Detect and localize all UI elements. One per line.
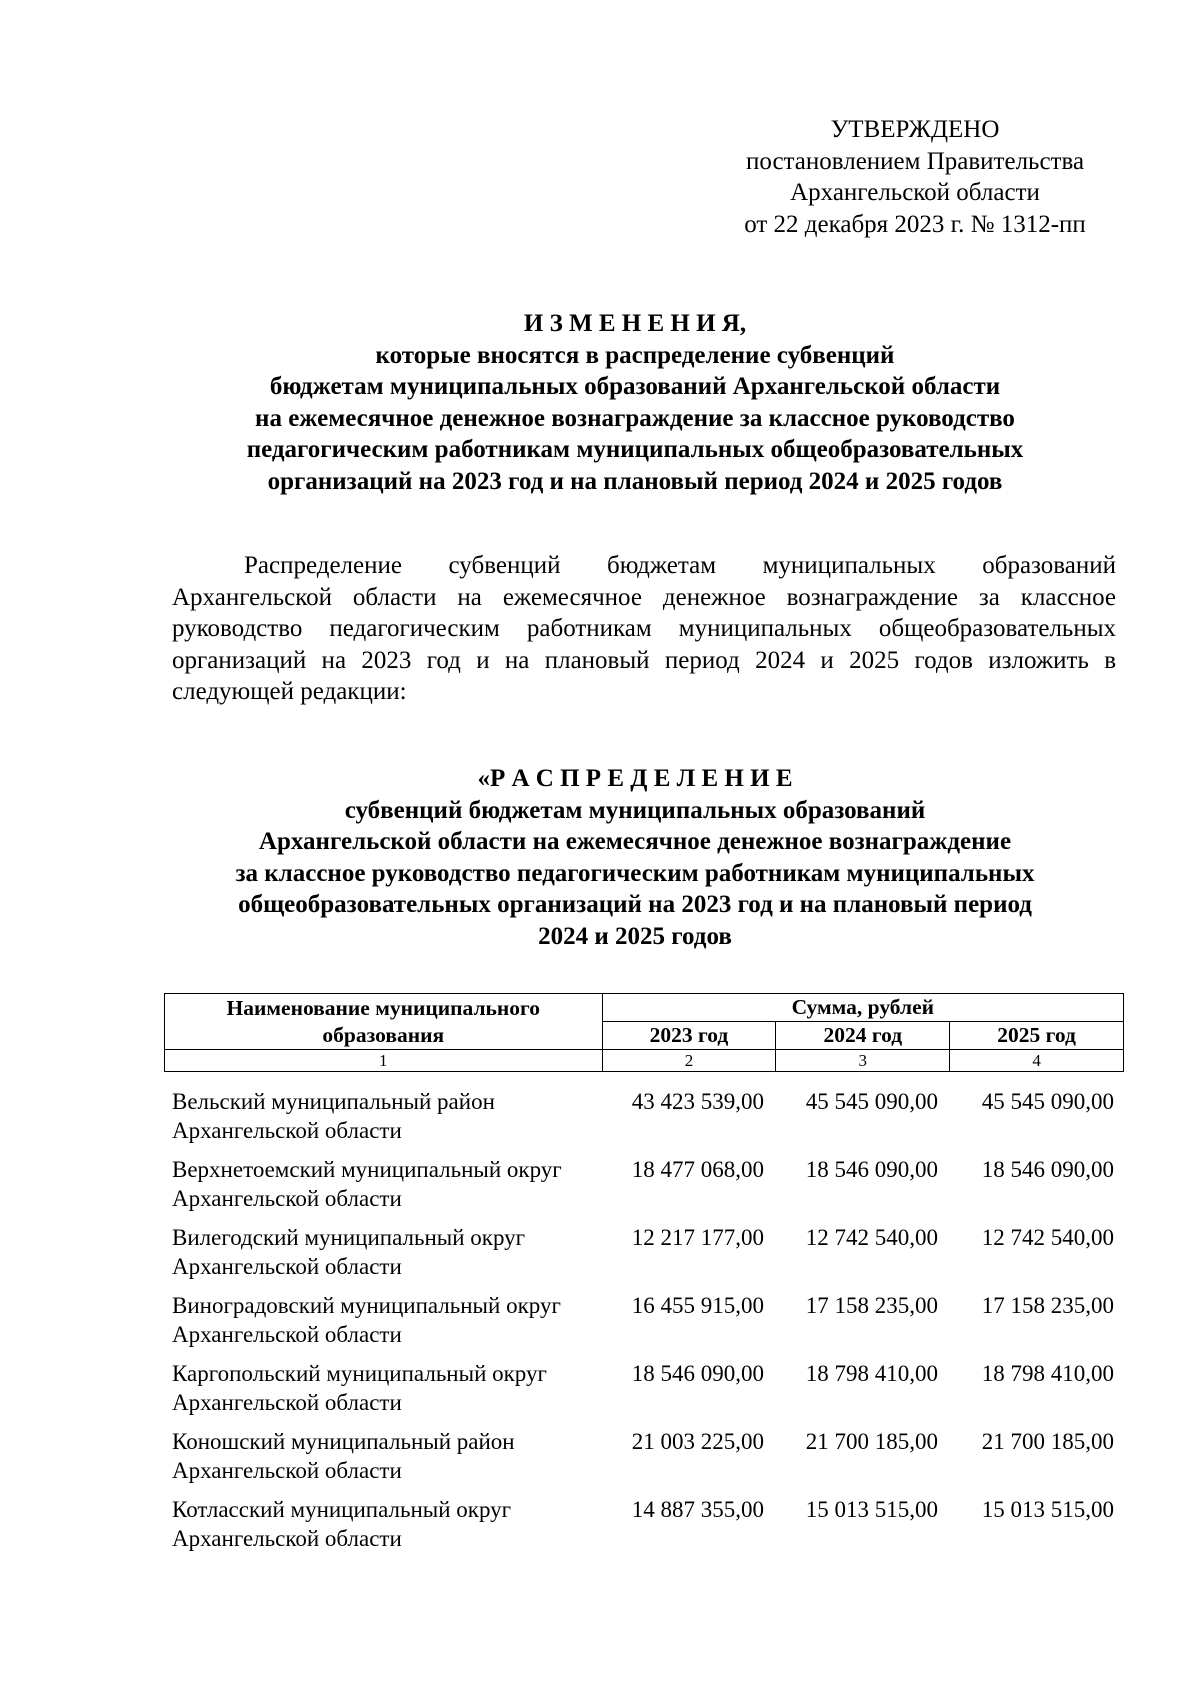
row-value-2023: 43 423 539,00 <box>631 1089 764 1114</box>
row-value-2024: 45 545 090,00 <box>805 1089 938 1114</box>
row-value-2025: 15 013 515,00 <box>981 1497 1114 1522</box>
title-line-4: педагогическим работникам муниципальных общеобразовательных <box>246 436 1024 463</box>
distribution-line-2: Архангельской области на ежемесячное денежное вознаграждение <box>258 828 1012 855</box>
header-2025-cell: 2025 год <box>950 1022 1124 1050</box>
row-value-2025: 17 158 235,00 <box>981 1293 1114 1318</box>
column-number-4: 4 <box>950 1050 1124 1072</box>
row-name-line-2: Архангельской области <box>172 1185 402 1211</box>
title-line-2: бюджетам муниципальных образований Архангельской области <box>269 373 1001 400</box>
row-value-2023: 16 455 915,00 <box>631 1293 764 1318</box>
row-value-2025: 12 742 540,00 <box>981 1225 1114 1250</box>
table-body <box>164 1088 1124 1564</box>
row-name-line-1: Вилегодский муниципальный округ <box>172 1225 526 1250</box>
row-name-line-2: Архангельской области <box>172 1253 402 1279</box>
header-sum-cell: Сумма, рублей <box>602 994 1123 1022</box>
table-header <box>164 993 1124 1072</box>
approval-line-3: Архангельской области <box>790 179 1040 206</box>
column-number-3: 3 <box>776 1050 950 1072</box>
document-title <box>170 308 1100 497</box>
row-name-line-2: Архангельской области <box>172 1117 402 1143</box>
row-value-2023: 14 887 355,00 <box>631 1497 764 1522</box>
row-value-2024: 18 798 410,00 <box>805 1361 938 1386</box>
row-value-2025: 45 545 090,00 <box>981 1089 1114 1114</box>
distribution-line-5: 2024 и 2025 годов <box>538 922 732 950</box>
row-name-line-1: Верхнетоемский муниципальный округ <box>172 1157 562 1182</box>
row-name-line-1: Котласский муниципальный округ <box>172 1497 512 1522</box>
table-row <box>164 1360 1124 1428</box>
table-row <box>164 1088 1124 1156</box>
row-name <box>164 1156 602 1224</box>
column-number-2: 2 <box>602 1050 776 1072</box>
row-value-2024: 17 158 235,00 <box>805 1293 938 1318</box>
row-name <box>164 1360 602 1428</box>
header-name-line-1: Наименование муниципального <box>226 995 541 1020</box>
row-name-line-2: Архангельской области <box>172 1457 402 1483</box>
title-line-1: которые вносятся в распределение субвенций <box>375 341 895 369</box>
row-value-2023: 18 477 068,00 <box>631 1157 764 1182</box>
approval-line-2: постановлением Правительства <box>745 147 1085 175</box>
row-value-2024: 12 742 540,00 <box>805 1225 938 1250</box>
row-name-line-2: Архангельской области <box>172 1525 402 1551</box>
row-name-line-1: Вельский муниципальный район <box>172 1089 495 1114</box>
row-name <box>164 1088 602 1156</box>
row-value-2025: 18 798 410,00 <box>981 1361 1114 1386</box>
distribution-line-3: за классное руководство педагогическим работникам муниципальных <box>235 859 1035 887</box>
row-value-2024: 15 013 515,00 <box>805 1497 938 1522</box>
row-value-2023: 12 217 177,00 <box>631 1225 764 1250</box>
approval-stamp <box>700 114 1130 240</box>
row-name-line-1: Виноградовский муниципальный округ <box>172 1293 561 1318</box>
row-name-line-1: Коношский муниципальный район <box>172 1429 515 1454</box>
title-line-3: на ежемесячное денежное вознаграждение за классное руководство <box>255 404 1015 432</box>
header-name-line-2: образования <box>322 1022 445 1047</box>
row-name-line-2: Архангельской области <box>172 1321 402 1347</box>
row-name-line-2: Архангельской области <box>172 1389 402 1415</box>
distribution-title <box>170 763 1100 952</box>
intro-paragraph: Распределение субвенций бюджетам муниципальных образований Архангельской области на ежемесячное денежное вознаграждение за классное руководство педагогическим работникам муниципальных общеобразовательных организаций на 2023 год и на плановый период 2024 и 2025 годов изложить в следующей редакции: <box>172 552 1116 705</box>
distribution-line-4: общеобразовательных организаций на 2023 год и на плановый период <box>238 891 1032 918</box>
row-name <box>164 1428 602 1496</box>
table-row <box>164 1292 1124 1360</box>
table-row <box>164 1224 1124 1292</box>
row-name <box>164 1224 602 1292</box>
distribution-heading: «Р А С П Р Е Д Е Л Е Н И Е <box>477 765 793 792</box>
column-number-1: 1 <box>165 1050 603 1072</box>
title-line-5: организаций на 2023 год и на плановый период 2024 и 2025 годов <box>267 467 1003 495</box>
title-heading: И З М Е Н Е Н И Я, <box>523 310 747 337</box>
header-2023-cell: 2023 год <box>602 1022 776 1050</box>
table-row <box>164 1496 1124 1564</box>
row-name-line-1: Каргопольский муниципальный округ <box>172 1361 547 1386</box>
approval-line-4: от 22 декабря 2023 г. № 1312-пп <box>744 210 1086 238</box>
row-name <box>164 1292 602 1360</box>
approval-line-1: УТВЕРЖДЕНО <box>830 116 1000 143</box>
row-name <box>164 1496 602 1564</box>
row-value-2024: 18 546 090,00 <box>805 1157 938 1182</box>
table-row <box>164 1156 1124 1224</box>
distribution-line-1: субвенций бюджетам муниципальных образований <box>344 796 926 824</box>
row-value-2023: 21 003 225,00 <box>631 1429 764 1454</box>
row-value-2025: 18 546 090,00 <box>981 1157 1114 1182</box>
row-value-2025: 21 700 185,00 <box>981 1429 1114 1454</box>
row-value-2024: 21 700 185,00 <box>805 1429 938 1454</box>
header-2024-cell: 2024 год <box>776 1022 950 1050</box>
table-row <box>164 1428 1124 1496</box>
row-value-2023: 18 546 090,00 <box>631 1361 764 1386</box>
header-name-cell <box>165 994 603 1050</box>
